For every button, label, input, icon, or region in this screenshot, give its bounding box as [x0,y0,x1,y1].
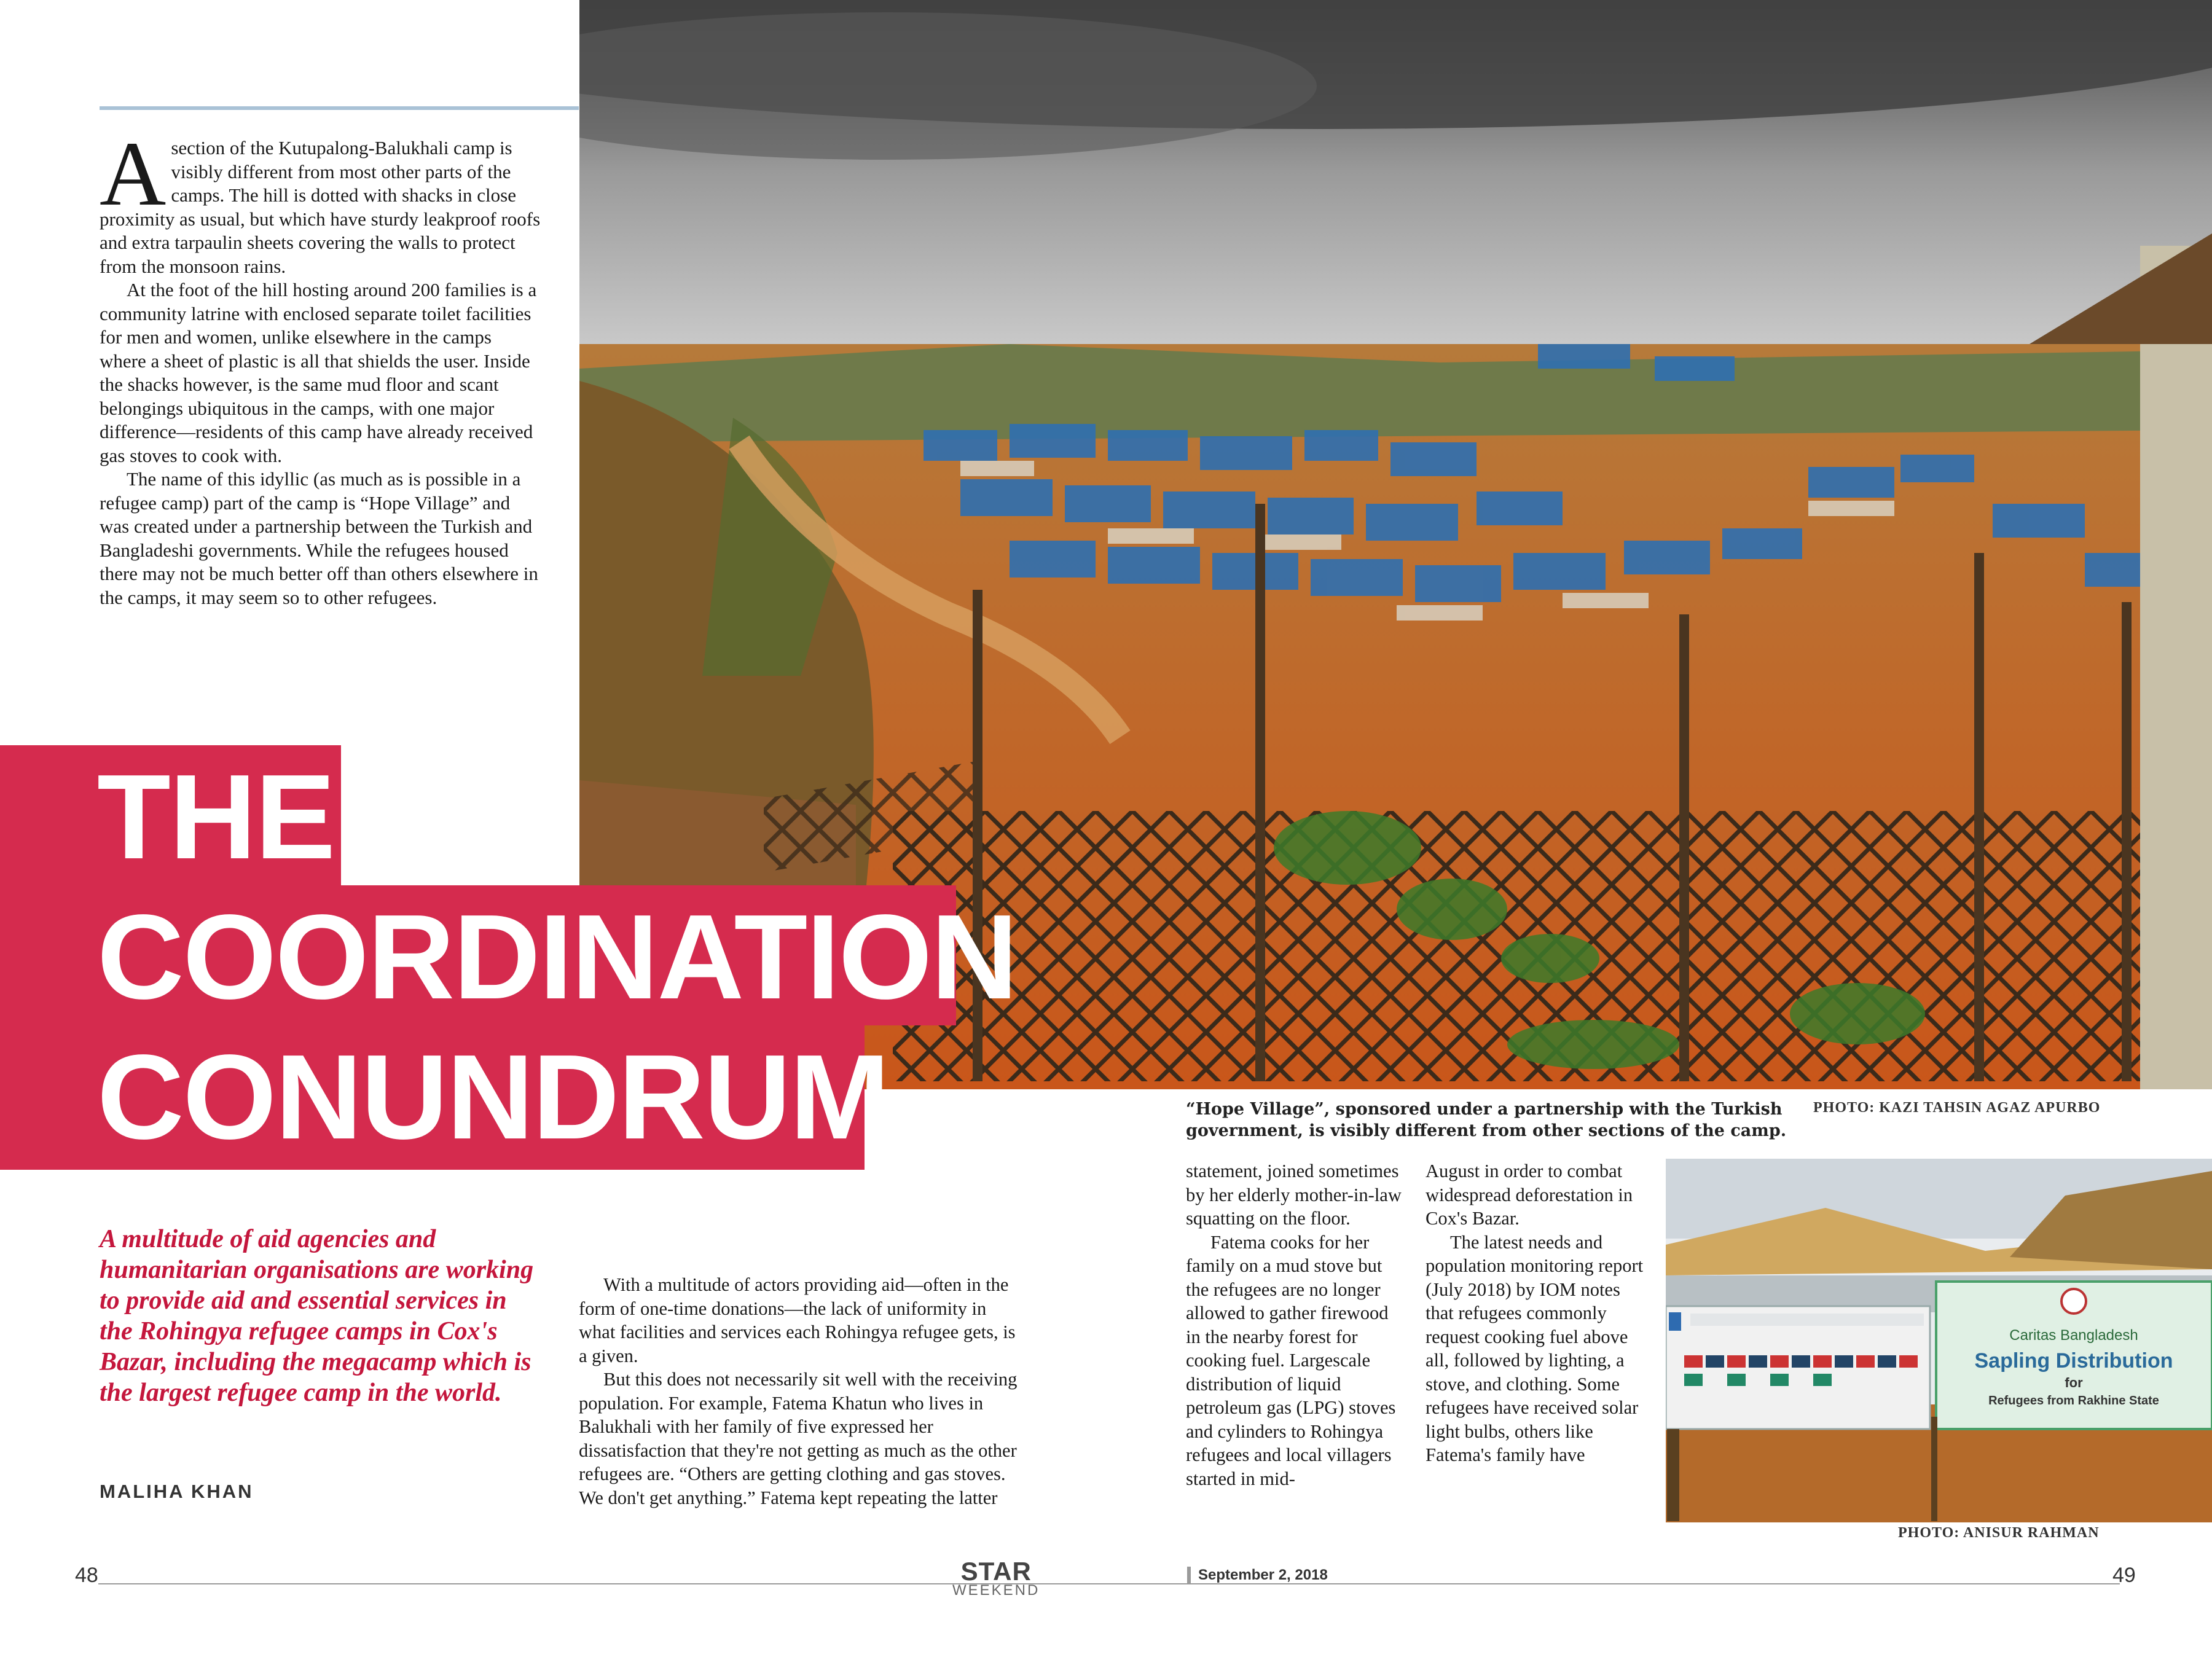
headline-line-3: CONUNDRUM [97,1030,889,1164]
body-column-1 [579,1273,1027,1510]
body-paragraph: The latest needs and population monitoring report (July 2018) by IOM notes that refugees commonly request cooking fuel above all, followed by lighting, a stove, and clothing. Some refugees have received solar light bulbs, others like Fatema's family have [1426,1231,1644,1465]
body-paragraph: With a multitude of actors providing aid—often in the form of one-time donations—the lack of uniformity in what facilities and services each Rohingya refugee gets, is a given. [579,1274,1016,1366]
body-column-3 [1426,1159,1647,1467]
logo-weekend: WEEKEND [952,1582,1040,1599]
body-column-2 [1186,1159,1407,1490]
top-rule [100,106,579,110]
headline-line-2: COORDINATION [97,890,1017,1024]
second-photo [1666,1159,2212,1522]
footer-rule [98,1583,2120,1584]
banner-title: Caritas Bangladesh [2009,1327,2138,1344]
second-photo-credit: PHOTO: ANISUR RAHMAN [1898,1525,2100,1541]
logo-star: STAR [960,1557,1032,1586]
banner-line-2: for [2065,1375,2083,1390]
body-paragraph: August in order to combat widespread deforestation in Cox's Bazar. [1426,1161,1633,1229]
issue-date: September 2, 2018 [1187,1567,1328,1584]
body-paragraph: But this does not necessarily sit well with the receiving population. For example, Fatema Khatun who lives in Balukhali with her family of five expressed her dissatisfaction that they're not getting as much as the other refugees are. “Others are getting clothing and gas stoves. We don't get anything.” Fatema kept repeating the latter [579,1369,1018,1508]
body-paragraph: Fatema cooks for her family on a mud stove but the refugees are no longer allowed to gather firewood in the nearby forest for cooking fuel. Largescale distribution of liquid petroleum gas (LPG) stoves and cylinders to Rohingya refugees and local villagers started in mid- [1186,1231,1396,1489]
main-photo-credit: PHOTO: KAZI TAHSIN AGAZ APURBO [1813,1100,2101,1116]
publication-logo [952,1559,1040,1597]
intro-text [100,123,542,609]
intro-p1: section of the Kutupalong-Balukhali camp is visibly different from most other parts of the camps. The hill is dotted with shacks in close proximity as usual, but which have sturdy leakproof roofs and extra tarpaulin sheets covering the walls to protect from the monsoon rains. [100,137,541,277]
intro-paragraph: At the foot of the hill hosting around 200 families is a community latrine with enclosed separate toilet facilities for men and women, unlike elsewhere in the camps where a sheet of plastic is all that shields the user. Inside the shacks however, is the same mud floor and scant belongings ubiquitous in the camps, with one major difference—residents of this camp have already received gas stoves to cook with. [100,279,537,466]
intro-paragraph [100,123,542,278]
byline: MALIHA KHAN [100,1481,254,1502]
banner-line-1: Sapling Distribution [1974,1349,2173,1373]
banner-line-3: Refugees from Rakhine State [1988,1394,2159,1408]
standfirst: A multitude of aid agencies and humanitarian organisations are working to provide aid and essential services in the Rohingya refugee camps in Cox's Bazar, including the megacamp which is the largest refugee camp in the world. [100,1225,534,1407]
intro-paragraph: The name of this idyllic (as much as is possible in a refugee camp) part of the camp is “Hope Village” and was created under a partnership between the Turkish and Bangladeshi governments. While the refugees housed there may not be much better off than others elsewhere in the camps, it may seem so to other refugees. [100,468,538,608]
body-paragraph: statement, joined sometimes by her elderly mother-in-law squatting on the floor. [1186,1161,1402,1229]
drop-cap: A [100,123,167,225]
page-number-left: 48 [75,1564,98,1587]
headline-line-1: THE [97,750,334,884]
sapling-distribution-illustration [1666,1159,2212,1522]
main-photo-caption: “Hope Village”, sponsored under a partnership with the Turkish government, is visibly different from other sections of the camp. [1186,1100,1787,1140]
page-number-right: 49 [2112,1564,2136,1587]
